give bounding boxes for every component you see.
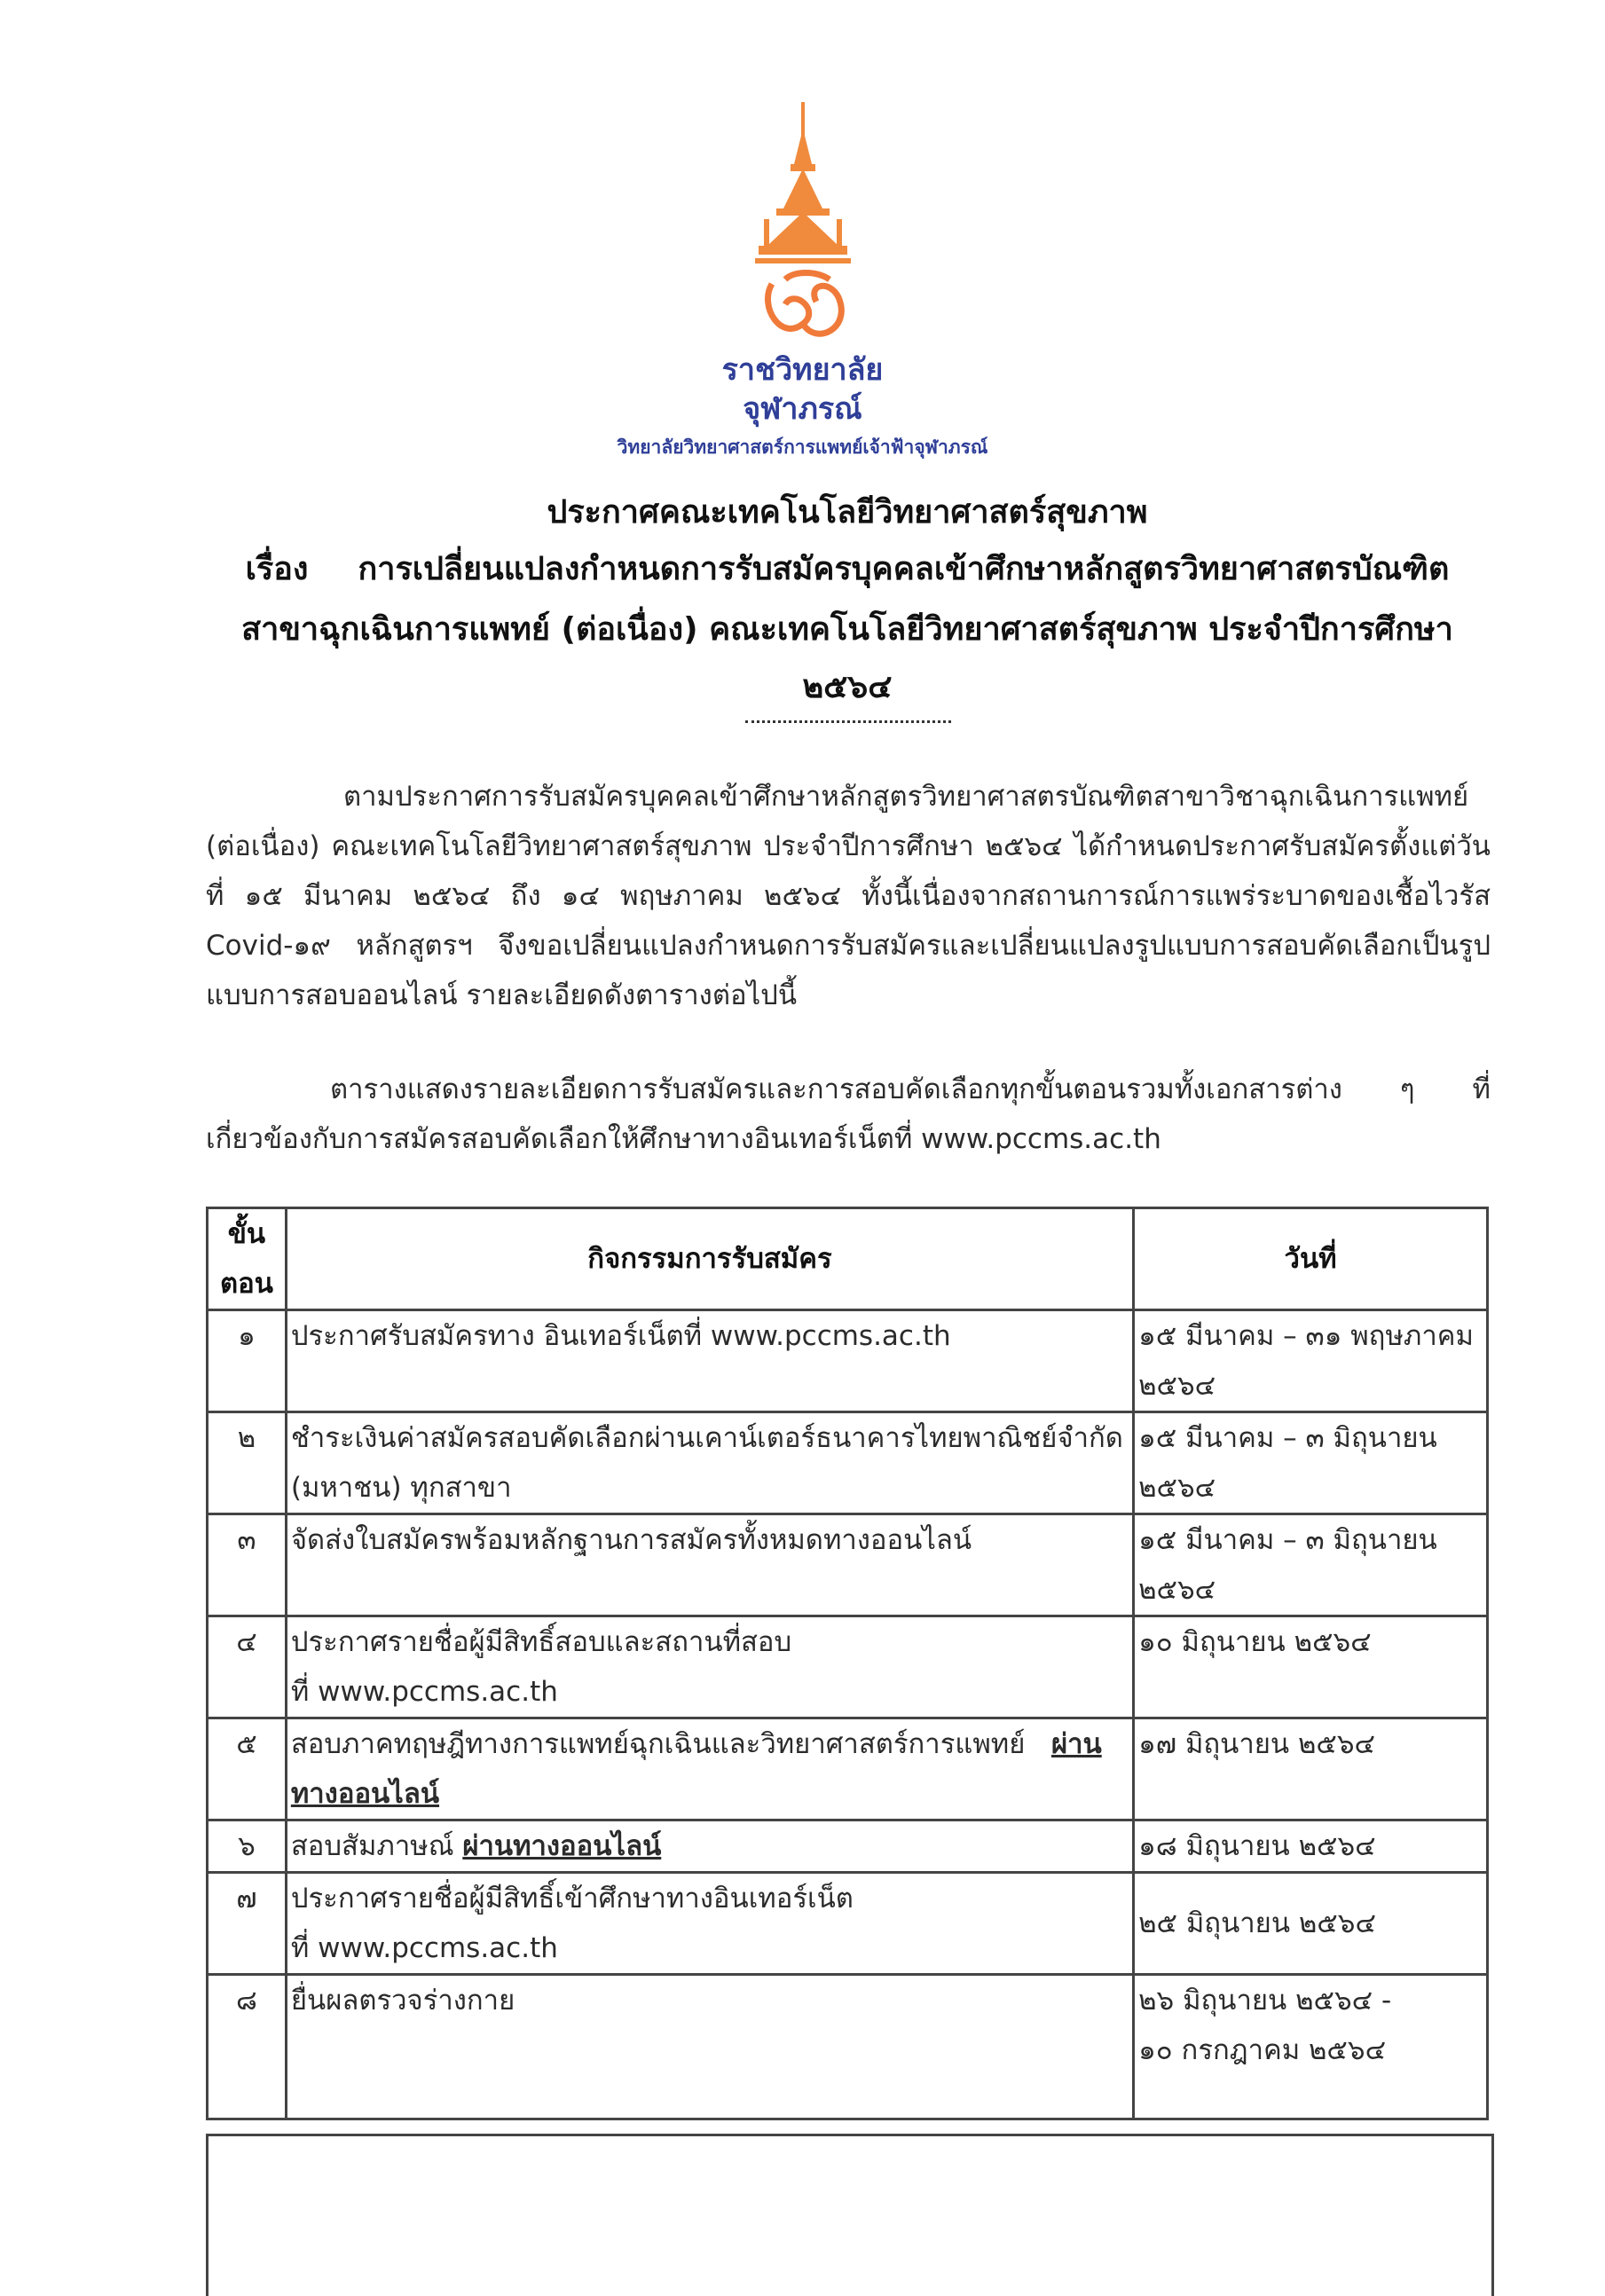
logo-line-1: ราชวิทยาลัย — [721, 352, 884, 388]
subject-line-3: ๒๕๖๔ — [802, 669, 893, 705]
row-activity: ประกาศรับสมัครทาง อินเทอร์เน็ตที่ www.pccms.ac.th — [286, 1310, 1133, 1412]
row-date — [1134, 1975, 1488, 2119]
row-activity-line-2: ที่ www.pccms.ac.th — [290, 1676, 558, 1708]
online-label: ผ่านทางออนไลน์ — [462, 1830, 662, 1862]
header-date: วันที่ — [1134, 1208, 1488, 1310]
header-step-line-1: ขั้น — [227, 1218, 266, 1250]
table-row — [208, 1820, 1488, 1873]
row-date-line-2: ๑๐ กรกฎาคม ๒๕๖๔ — [1138, 2034, 1387, 2066]
row-date — [1134, 1412, 1488, 1514]
row-date-line-1: ๑๕ มีนาคม – ๓ มิถุนายน — [1138, 1422, 1437, 1454]
row-step: ๗ — [208, 1873, 287, 1975]
subject-label: เรื่อง — [245, 551, 309, 587]
table-continuation — [206, 2134, 1494, 2296]
row-date-line-2: ๒๕๖๔ — [1138, 1472, 1216, 1504]
row-step: ๘ — [208, 1975, 287, 2119]
schedule-table — [206, 1207, 1489, 2120]
row-step: ๓ — [208, 1514, 287, 1616]
row-activity: ยื่นผลตรวจร่างกาย — [286, 1975, 1133, 2119]
row-activity-text: สอบภาคทฤษฎีทางการแพทย์ฉุกเฉินและวิทยาศาสตร์การแพทย์ — [290, 1728, 1026, 1760]
row-date-line-1: ๒๖ มิถุนายน ๒๕๖๔ - — [1138, 1985, 1392, 2017]
row-date — [1134, 1310, 1488, 1412]
row-date-line-2: ๒๕๖๔ — [1138, 1370, 1216, 1402]
row-activity — [286, 1873, 1133, 1975]
institution-logo — [0, 102, 1605, 462]
row-step: ๖ — [208, 1820, 287, 1873]
crown-emblem-icon — [732, 102, 874, 350]
row-step: ๔ — [208, 1616, 287, 1718]
table-row — [208, 1975, 1488, 2119]
row-activity: จัดส่งใบสมัครพร้อมหลักฐานการสมัครทั้งหมดทางออนไลน์ — [286, 1514, 1133, 1616]
table-row — [208, 1310, 1488, 1412]
row-date-line-1: ๑๕ มีนาคม – ๓ มิถุนายน — [1138, 1524, 1437, 1556]
row-activity-line-2: ที่ www.pccms.ac.th — [290, 1932, 558, 1964]
row-activity — [286, 1820, 1133, 1873]
row-date: ๒๕ มิถุนายน ๒๕๖๔ — [1134, 1873, 1488, 1975]
row-activity — [286, 1718, 1133, 1820]
header-step — [208, 1208, 287, 1310]
table-row — [208, 1873, 1488, 1975]
header-step-line-2: ตอน — [219, 1268, 273, 1300]
announcement-title: ประกาศคณะเทคโนโลยีวิทยาศาสตร์สุขภาพ — [547, 494, 1148, 531]
header-activity: กิจกรรมการรับสมัคร — [286, 1208, 1133, 1310]
row-date-line-1: ๑๕ มีนาคม – ๓๑ พฤษภาคม — [1138, 1320, 1474, 1352]
row-date: ๑๗ มิถุนายน ๒๕๖๔ — [1134, 1718, 1488, 1820]
row-date: ๑๘ มิถุนายน ๒๕๖๔ — [1134, 1820, 1488, 1873]
table-row — [208, 1616, 1488, 1718]
row-step: ๕ — [208, 1718, 287, 1820]
row-activity — [286, 1616, 1133, 1718]
online-label: ผ่านทางออนไลน์ — [290, 1728, 1102, 1810]
logo-line-2: จุฬาภรณ์ — [743, 391, 862, 427]
table-header-row — [208, 1208, 1488, 1310]
row-activity-text: สอบสัมภาษณ์ — [290, 1830, 454, 1862]
paragraph-2: ตารางแสดงรายละเอียดการรับสมัครและการสอบคัดเลือกทุกขั้นตอนรวมทั้งเอกสารต่าง ๆ ที่เกี่ยวข้องกับการสมัครสอบคัดเลือกให้ศึกษาทางอินเทอร์เน็ตที่ www.pccms.ac.th — [206, 1073, 1491, 1155]
logo-line-3: วิทยาลัยวิทยาศาสตร์การแพทย์เจ้าฟ้าจุฬาภรณ์ — [617, 436, 988, 458]
table-row — [208, 1412, 1488, 1514]
table-row — [208, 1514, 1488, 1616]
paragraph-1: ตามประกาศการรับสมัครบุคคลเข้าศึกษาหลักสูตรวิทยาศาสตรบัณฑิตสาขาวิชาฉุกเฉินการแพทย์ (ต่อเนื่อง) คณะเทคโนโลยีวิทยาศาสตร์สุขภาพ ประจำปีการศึกษา ๒๕๖๔ ได้กำหนดประกาศรับสมัครตั้งแต่วันที่ ๑๕ มีนาคม ๒๕๖๔ ถึง ๑๔ พฤษภาคม ๒๕๖๔ ทั้งนี้เนื่องจากสถานการณ์การแพร่ระบาดของเชื้อไวรัส Covid-๑๙ หลักสูตรฯ จึงขอเปลี่ยนแปลงกำหนดการรับสมัครและเปลี่ยนแปลงรูปแบบการสอบคัดเลือกเป็นรูปแบบการสอบออนไลน์ รายละเอียดดังตารางต่อไปนี้ — [206, 781, 1491, 1011]
subject-line-2: สาขาฉุกเฉินการแพทย์ (ต่อเนื่อง) คณะเทคโนโลยีวิทยาศาสตร์สุขภาพ ประจำปีการศึกษา — [241, 611, 1453, 648]
dotted-divider — [745, 720, 951, 723]
row-activity-line-1: ประกาศรายชื่อผู้มีสิทธิ์สอบและสถานที่สอบ — [290, 1626, 792, 1658]
row-activity: ชำระเงินค่าสมัครสอบคัดเลือกผ่านเคาน์เตอร์ธนาคารไทยพาณิชย์จำกัด (มหาชน) ทุกสาขา — [286, 1412, 1133, 1514]
row-step: ๑ — [208, 1310, 287, 1412]
row-date: ๑๐ มิถุนายน ๒๕๖๔ — [1134, 1616, 1488, 1718]
row-date-line-2: ๒๕๖๔ — [1138, 1574, 1216, 1606]
table-row — [208, 1718, 1488, 1820]
subject-text-1: การเปลี่ยนแปลงกำหนดการรับสมัครบุคคลเข้าศึกษาหลักสูตรวิทยาศาสตรบัณฑิต — [358, 551, 1450, 587]
row-activity-line-1: ประกาศรายชื่อผู้มีสิทธิ์เข้าศึกษาทางอินเทอร์เน็ต — [290, 1883, 854, 1915]
subject-line-1 — [204, 543, 1491, 594]
row-step: ๒ — [208, 1412, 287, 1514]
row-date — [1134, 1514, 1488, 1616]
